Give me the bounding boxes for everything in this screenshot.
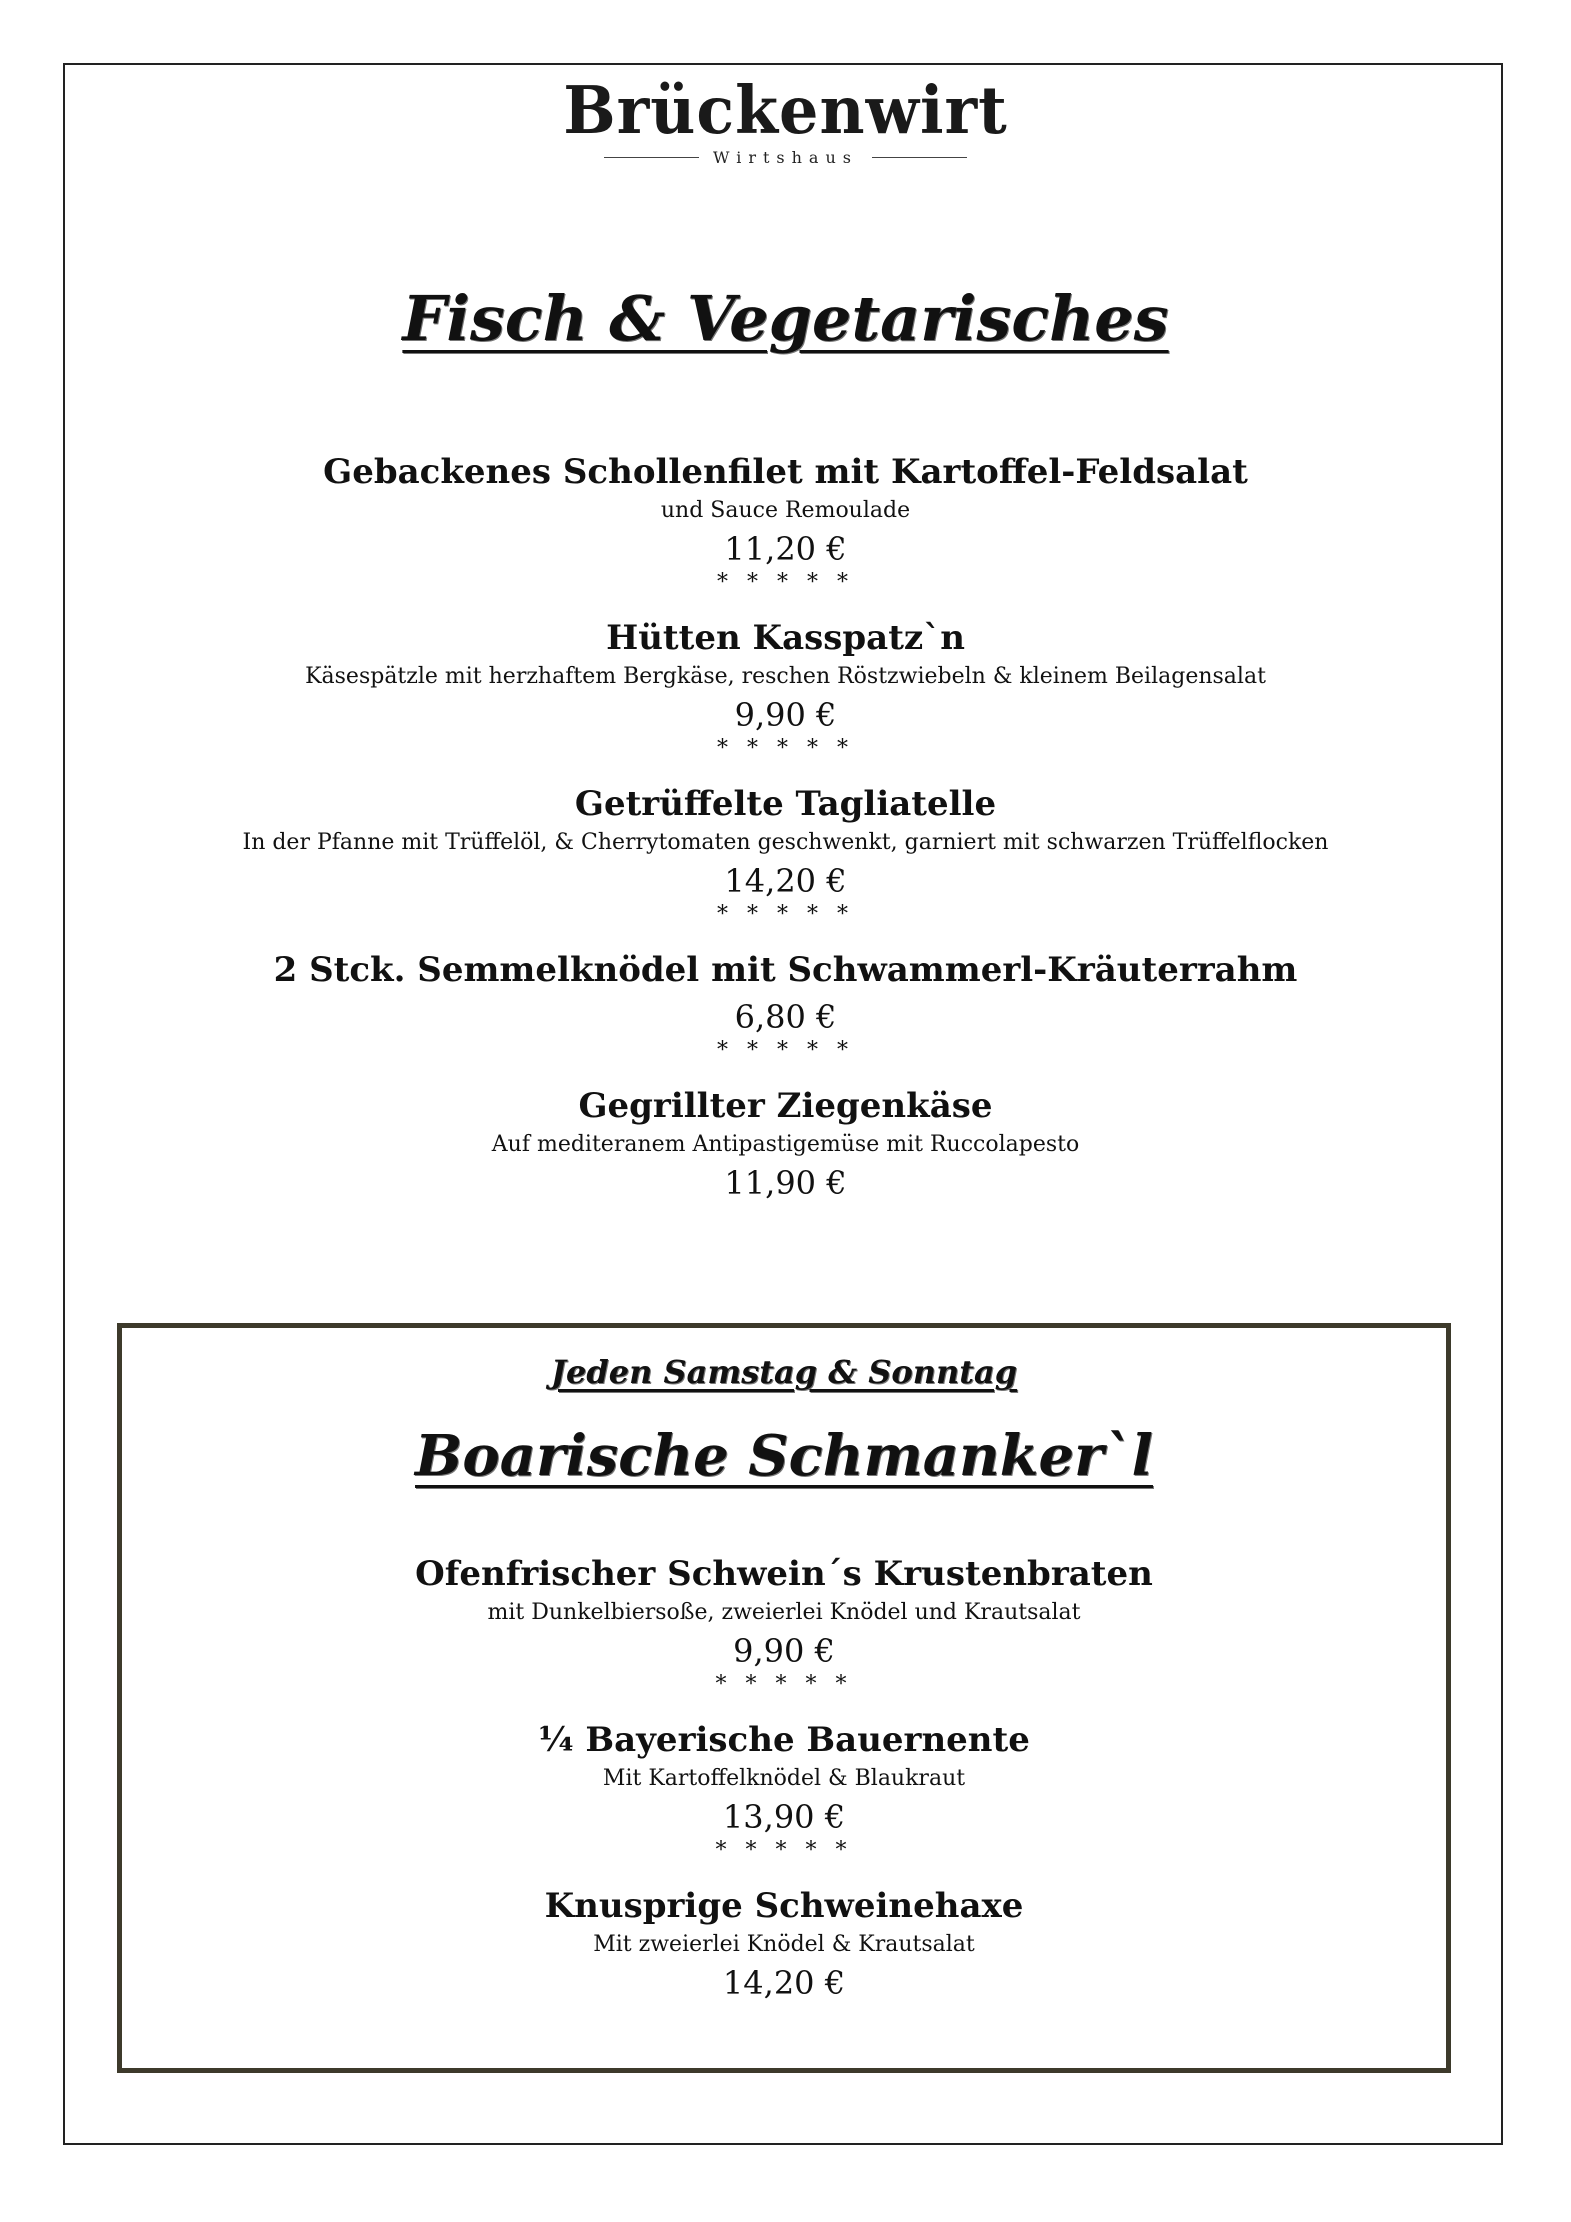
item-description: In der Pfanne mit Trüffelöl, & Cherrytomaten geschwenkt, garniert mit schwarzen Trüffelflocken bbox=[242, 830, 1329, 855]
item-price: 11,90 € bbox=[724, 1164, 847, 1202]
item-description: Mit zweierlei Knödel & Krautsalat bbox=[593, 1932, 975, 1957]
menu-item bbox=[0, 1082, 1571, 1206]
item-name: Ofenfrischer Schwein´s Krustenbraten bbox=[415, 1554, 1153, 1594]
separator: * * * * * bbox=[717, 570, 854, 595]
item-description: mit Dunkelbiersoße, zweierlei Knödel und Krautsalat bbox=[487, 1600, 1081, 1625]
menu-item bbox=[122, 1550, 1446, 1696]
logo-rule-right bbox=[872, 157, 967, 158]
separator: * * * * * bbox=[717, 736, 854, 761]
item-price: 9,90 € bbox=[734, 696, 837, 734]
item-name: 2 Stck. Semmelknödel mit Schwammerl-Kräuterrahm bbox=[273, 950, 1298, 990]
logo-name: Brückenwirt bbox=[563, 72, 1008, 149]
item-description: Käsespätzle mit herzhaftem Bergkäse, reschen Röstzwiebeln & kleinem Beilagensalat bbox=[305, 664, 1266, 689]
item-description: Auf mediteranem Antipastigemüse mit Ruccolapesto bbox=[491, 1132, 1080, 1157]
separator: * * * * * bbox=[715, 1672, 853, 1697]
item-price: 14,20 € bbox=[724, 862, 847, 900]
item-price: 13,90 € bbox=[722, 1798, 846, 1836]
menu-item bbox=[0, 946, 1571, 1062]
item-name: Knusprige Schweinehaxe bbox=[544, 1886, 1024, 1926]
item-description: und Sauce Remoulade bbox=[660, 498, 911, 523]
menu-item bbox=[0, 614, 1571, 760]
section-title: Fisch & Vegetarisches bbox=[402, 282, 1169, 355]
menu-item bbox=[122, 1716, 1446, 1862]
menu-item bbox=[0, 448, 1571, 594]
logo bbox=[0, 72, 1571, 167]
separator: * * * * * bbox=[717, 902, 854, 927]
menu-list bbox=[0, 448, 1571, 1206]
item-name: Gegrillter Ziegenkäse bbox=[578, 1086, 993, 1126]
item-name: Hütten Kasspatz`n bbox=[606, 618, 965, 658]
separator: * * * * * bbox=[717, 1038, 854, 1063]
item-price: 11,20 € bbox=[724, 530, 847, 568]
item-price: 14,20 € bbox=[722, 1964, 846, 2002]
item-description: Mit Kartoffelknödel & Blaukraut bbox=[602, 1766, 966, 1791]
logo-subtitle-row bbox=[0, 148, 1571, 167]
item-price: 6,80 € bbox=[734, 998, 837, 1036]
menu-item bbox=[0, 780, 1571, 926]
logo-subtitle: Wirtshaus bbox=[713, 148, 858, 167]
item-name: Gebackenes Schollenfilet mit Kartoffel-Feldsalat bbox=[323, 452, 1248, 492]
special-subtitle: Jeden Samstag & Sonntag bbox=[550, 1353, 1018, 1391]
item-name: ¼ Bayerische Bauernente bbox=[538, 1720, 1030, 1760]
special-menu-list bbox=[122, 1550, 1446, 2006]
separator: * * * * * bbox=[715, 1838, 853, 1863]
item-name: Getrüffelte Tagliatelle bbox=[574, 784, 997, 824]
weekend-special-box bbox=[117, 1323, 1451, 2073]
logo-rule-left bbox=[604, 157, 699, 158]
special-title: Boarische Schmanker`l bbox=[415, 1423, 1153, 1489]
menu-item bbox=[122, 1882, 1446, 2006]
item-price: 9,90 € bbox=[733, 1632, 835, 1670]
